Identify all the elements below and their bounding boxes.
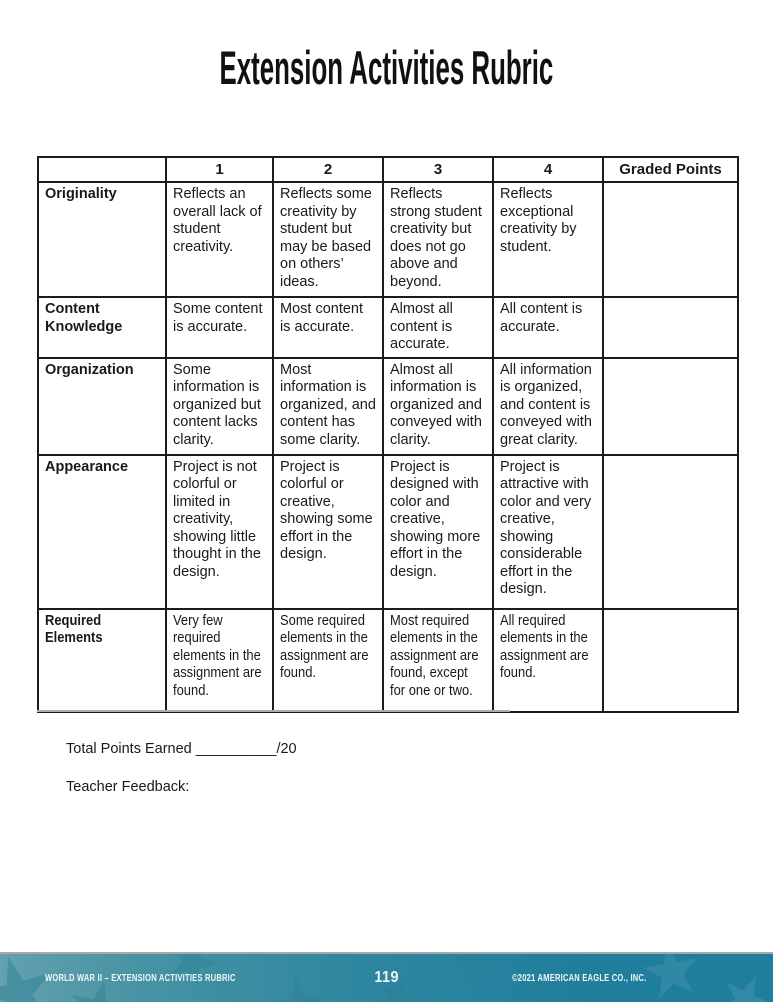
rubric-cell: Almost all content is accurate. [383,297,493,358]
teacher-feedback-label: Teacher Feedback: [66,779,190,795]
table-row-organization [38,358,738,455]
rubric-cell: Most information is organized, and content has some clarity. [273,358,383,455]
total-points-blank: __________ [195,741,277,757]
table-row-appearance [38,455,738,609]
rubric-cell: Reflects exceptional creativity by student. [493,182,603,297]
footer-left-title: WORLD WAR II – EXTENSION ACTIVITIES RUBRIC [45,972,236,984]
graded-points-cell [603,182,738,297]
header-score-1: 1 [166,157,273,182]
teacher-feedback-line [66,779,189,795]
header-graded-points: Graded Points [603,157,738,182]
rubric-cell: Project is not colorful or limited in creativity, showing little thought in the design. [166,455,273,609]
criterion-label: Appearance [38,455,166,609]
table-row-content-knowledge [38,297,738,358]
criterion-label: Content Knowledge [38,297,166,358]
rubric-cell: Most required elements in the assignment are found, except for one or two. [383,609,493,712]
page-title-text: Extension Activities Rubric [219,41,554,94]
table-row-required-elements [38,609,738,712]
rubric-cell: Some required elements in the assignment are found. [273,609,383,712]
scan-shadow-line [37,710,510,712]
rubric-cell: All content is accurate. [493,297,603,358]
graded-points-cell [603,297,738,358]
total-points-label: Total Points Earned [66,741,196,757]
rubric-cell: Reflects strong student creativity but does not go above and beyond. [383,182,493,297]
footer-band [0,952,773,1002]
rubric-cell: Most content is accurate. [273,297,383,358]
criterion-label: Organization [38,358,166,455]
header-score-3: 3 [383,157,493,182]
graded-points-cell [603,609,738,712]
rubric-cell: Project is colorful or creative, showing some effort in the design. [273,455,383,609]
footer-page-number: 119 [374,969,399,986]
rubric-cell: All required elements in the assignment are found. [493,609,603,712]
rubric-cell: Reflects some creativity by student but may be based on others’ ideas. [273,182,383,297]
rubric-cell: Almost all information is organized and conveyed with clarity. [383,358,493,455]
page-title [0,41,773,94]
criterion-label: Originality [38,182,166,297]
table-row-originality [38,182,738,297]
header-score-2: 2 [273,157,383,182]
rubric-cell: All information is organized, and content is conveyed with great clarity. [493,358,603,455]
rubric-cell: Some content is accurate. [166,297,273,358]
rubric-cell: Project is attractive with color and very creative, showing considerable effort in the design. [493,455,603,609]
rubric-cell: Very few required elements in the assignment are found. [166,609,273,712]
graded-points-cell [603,455,738,609]
rubric-table [37,156,739,713]
footer-copyright: ©2021 AMERICAN EAGLE CO., INC. [512,972,647,984]
rubric-cell: Project is designed with color and creative, showing more effort in the design. [383,455,493,609]
criterion-label: Required Elements [38,609,166,712]
table-header-row [38,157,738,182]
graded-points-cell [603,358,738,455]
header-criterion [38,157,166,182]
rubric-cell: Reflects an overall lack of student creativity. [166,182,273,297]
header-score-4: 4 [493,157,603,182]
rubric-cell: Some information is organized but content lacks clarity. [166,358,273,455]
total-points-line [66,741,297,757]
total-points-suffix: /20 [276,741,297,757]
